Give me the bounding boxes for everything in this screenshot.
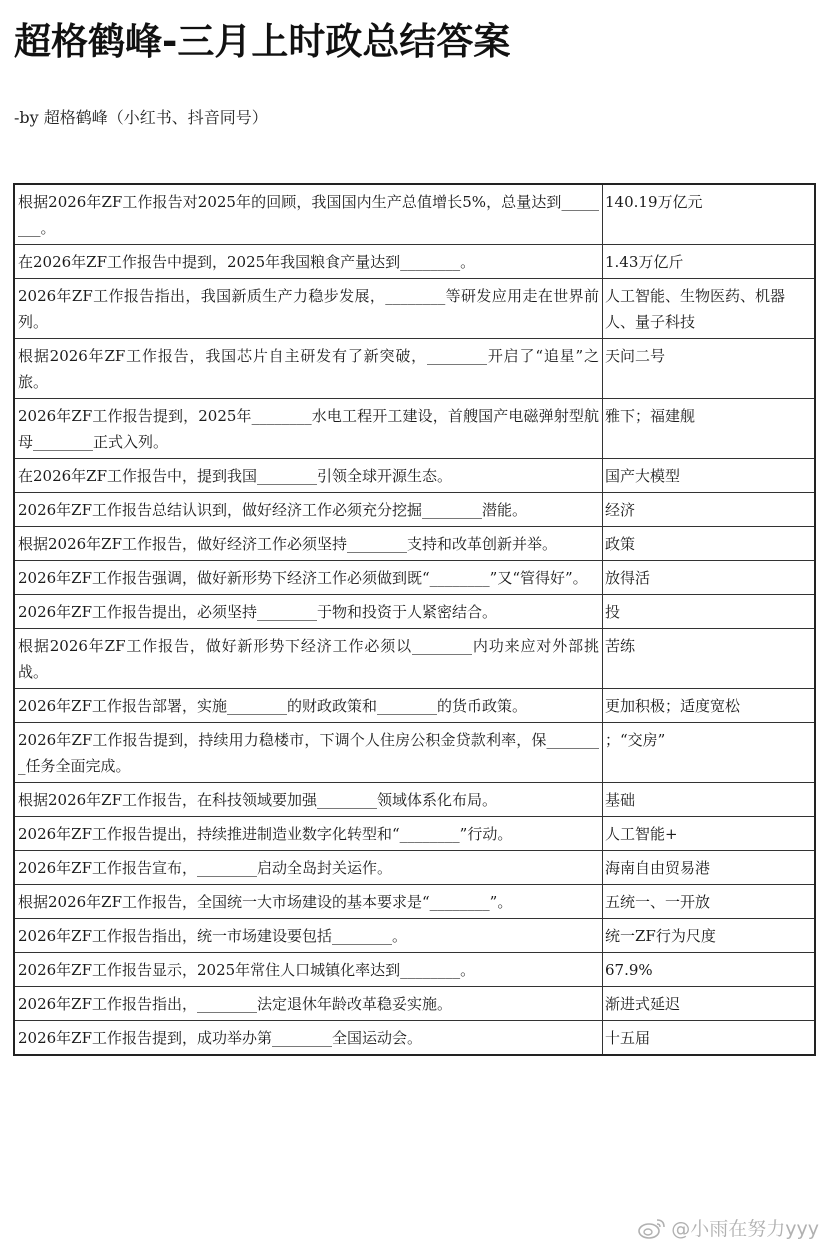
answer-cell: 五统一、一开放 [603,885,816,919]
answer-cell: 天问二号 [603,339,816,399]
answer-cell: 人工智能+ [603,817,816,851]
answer-cell: 统一ZF行为尺度 [603,919,816,953]
table-row [14,817,815,851]
answer-cell: 1.43万亿斤 [603,245,816,279]
question-cell: 2026年ZF工作报告总结认识到，做好经济工作必须充分挖掘________潜能。 [14,493,603,527]
answer-cell: 十五届 [603,1021,816,1056]
answer-cell: 67.9% [603,953,816,987]
question-cell: 2026年ZF工作报告指出，我国新质生产力稳步发展，________等研发应用走在世界前列。 [14,279,603,339]
answer-cell: 海南自由贸易港 [603,851,816,885]
answer-cell: 政策 [603,527,816,561]
answer-cell: 更加积极；适度宽松 [603,689,816,723]
answer-cell: 放得活 [603,561,816,595]
question-cell: 在2026年ZF工作报告中提到，2025年我国粮食产量达到________。 [14,245,603,279]
table-row [14,399,815,459]
qa-table [13,183,816,1056]
answer-cell: 雅下；福建舰 [603,399,816,459]
question-cell: 根据2026年ZF工作报告，做好经济工作必须坚持________支持和改革创新并举。 [14,527,603,561]
weibo-logo-icon [637,1217,667,1239]
answer-cell: ；“交房” [603,723,816,783]
answer-cell: 国产大模型 [603,459,816,493]
question-cell: 2026年ZF工作报告部署，实施________的财政政策和________的货币政策。 [14,689,603,723]
table-row [14,723,815,783]
answer-cell: 渐进式延迟 [603,987,816,1021]
answer-cell: 经济 [603,493,816,527]
question-cell: 根据2026年ZF工作报告，在科技领域要加强________领域体系化布局。 [14,783,603,817]
question-cell: 在2026年ZF工作报告中，提到我国________引领全球开源生态。 [14,459,603,493]
table-row [14,885,815,919]
question-cell: 2026年ZF工作报告指出，________法定退休年龄改革稳妥实施。 [14,987,603,1021]
byline: -by 超格鹤峰（小红书、抖音同号） [14,108,268,127]
question-cell: 2026年ZF工作报告指出，统一市场建设要包括________。 [14,919,603,953]
answer-cell: 苦练 [603,629,816,689]
table-row [14,953,815,987]
page-title: 超格鹤峰-三月上时政总结答案 [14,20,511,63]
question-cell: 2026年ZF工作报告提到，2025年________水电工程开工建设，首艘国产电磁弹射型航母________正式入列。 [14,399,603,459]
answer-cell: 人工智能、生物医药、机器人、量子科技 [603,279,816,339]
question-cell: 根据2026年ZF工作报告，我国芯片自主研发有了新突破，________开启了“追星”之旅。 [14,339,603,399]
table-row [14,629,815,689]
answer-cell: 基础 [603,783,816,817]
table-row [14,561,815,595]
answer-cell: 投 [603,595,816,629]
table-row [14,184,815,245]
table-row [14,245,815,279]
question-cell: 2026年ZF工作报告提出，必须坚持________于物和投资于人紧密结合。 [14,595,603,629]
table-row [14,279,815,339]
table-row [14,987,815,1021]
table-row [14,459,815,493]
table-row [14,339,815,399]
question-cell: 2026年ZF工作报告显示，2025年常住人口城镇化率达到________。 [14,953,603,987]
table-row [14,493,815,527]
table-row [14,1021,815,1056]
question-cell: 根据2026年ZF工作报告，全国统一大市场建设的基本要求是“________”。 [14,885,603,919]
qa-table-body [14,184,815,1055]
question-cell: 2026年ZF工作报告提出，持续推进制造业数字化转型和“________”行动。 [14,817,603,851]
table-row [14,919,815,953]
question-cell: 2026年ZF工作报告宣布，________启动全岛封关运作。 [14,851,603,885]
question-cell: 根据2026年ZF工作报告对2025年的回顾，我国国内生产总值增长5%，总量达到________。 [14,184,603,245]
table-row [14,527,815,561]
question-cell: 2026年ZF工作报告提到，持续用力稳楼市，下调个人住房公积金贷款利率，保________任务全面完成。 [14,723,603,783]
question-cell: 2026年ZF工作报告强调，做好新形势下经济工作必须做到既“________”又“管得好”。 [14,561,603,595]
question-cell: 根据2026年ZF工作报告，做好新形势下经济工作必须以________内功来应对外部挑战。 [14,629,603,689]
watermark-text: @小雨在努力yyy [671,1218,819,1240]
question-cell: 2026年ZF工作报告提到，成功举办第________全国运动会。 [14,1021,603,1056]
table-row [14,595,815,629]
table-row [14,689,815,723]
table-row [14,783,815,817]
table-row [14,851,815,885]
answer-cell: 140.19万亿元 [603,184,816,245]
watermark [637,1214,819,1241]
